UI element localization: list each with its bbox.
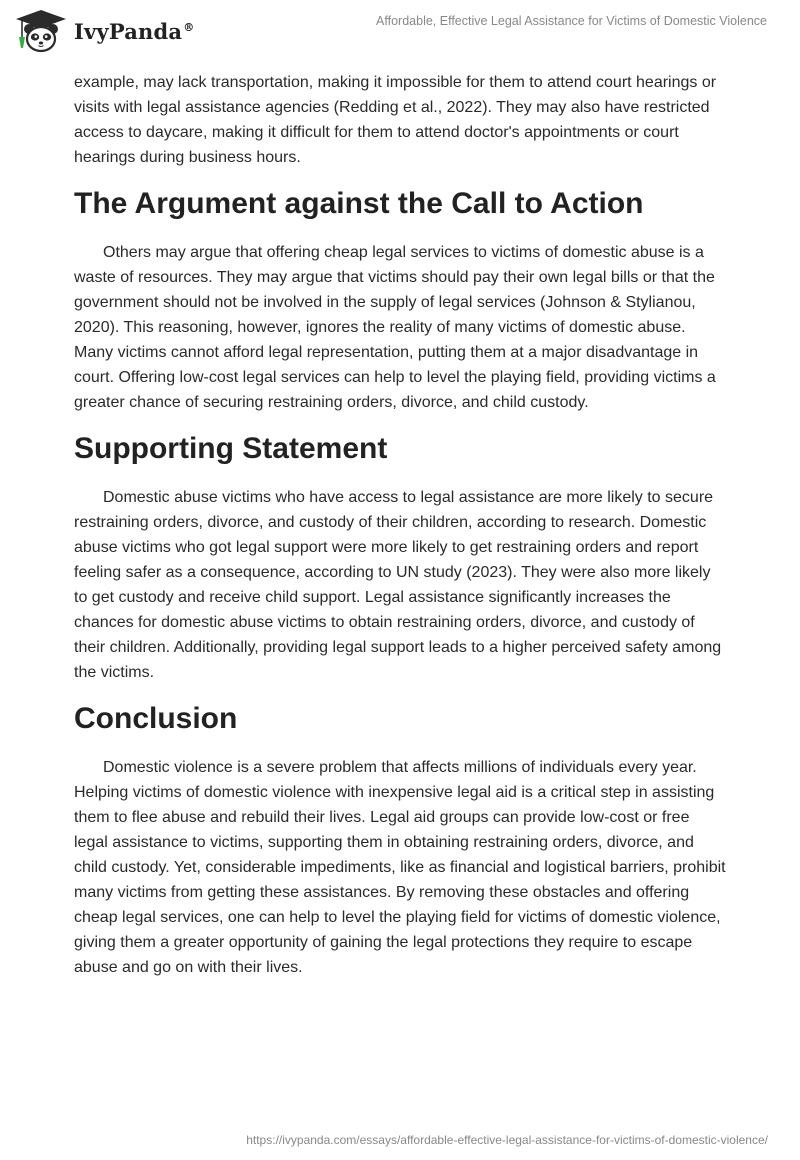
document-title: Affordable, Effective Legal Assistance for Victims of Domestic Violence [376,14,767,28]
section-heading: Supporting Statement [74,432,388,465]
page-header [0,0,800,64]
section-heading: The Argument against the Call to Action [74,187,644,220]
panda-graduate-icon [14,8,68,54]
section-paragraph: Domestic abuse victims who have access to legal assistance are more likely to secure restraining orders, divorce, and custody of their children, according to research. Domestic abuse victims who got legal support were more likely to get restraining orders and report feeling safer as a consequence, according to UN study (2023). They were also more likely to get custody and receive child support. Legal assistance significantly increases the chances for domestic abuse victims to obtain restraining orders, divorce, and custody of their children. Additionally, providing legal support leads to a higher perceived safety among the victims. [74,489,722,681]
brand-name: IvyPanda® [74,18,195,44]
source-url[interactable]: https://ivypanda.com/essays/affordable-effective-legal-assistance-for-victims-of-domestic-violence/ [246,1133,768,1147]
intro-paragraph: example, may lack transportation, making it impossible for them to attend court hearings or visits with legal assistance agencies (Redding et al., 2022). They may also have restricted access to daycare, making it difficult for them to attend doctor's appointments or court hearings during business hours. [74,74,717,166]
section-paragraph: Others may argue that offering cheap legal services to victims of domestic abuse is a waste of resources. They may argue that victims should pay their own legal bills or that the government should not be involved in the supply of legal services (Johnson & Stylianou, 2020). This reasoning, however, ignores the reality of many victims of domestic abuse. Many victims cannot afford legal representation, putting them at a major disadvantage in court. Offering low-cost legal services can help to level the playing field, providing victims a greater chance of securing restraining orders, divorce, and child custody. [74,244,716,411]
section-heading: Conclusion [74,702,238,735]
ivypanda-logo[interactable] [14,8,194,54]
section-paragraph: Domestic violence is a severe problem that affects millions of individuals every year. Helping victims of domestic violence with inexpensive legal aid is a critical step in assisting them to flee abuse and rebuild their lives. Legal aid groups can provide low-cost or free legal assistance to victims, supporting them in obtaining restraining orders, divorce, and child custody. Yet, considerable impediments, like as financial and logistical barriers, prohibit many victims from getting these assistances. By removing these obstacles and offering cheap legal services, one can help to level the playing field for victims of domestic violence, giving them a greater opportunity of gaining the legal protections they require to escape abuse and go on with their lives. [74,759,726,976]
essay-content [74,70,726,980]
